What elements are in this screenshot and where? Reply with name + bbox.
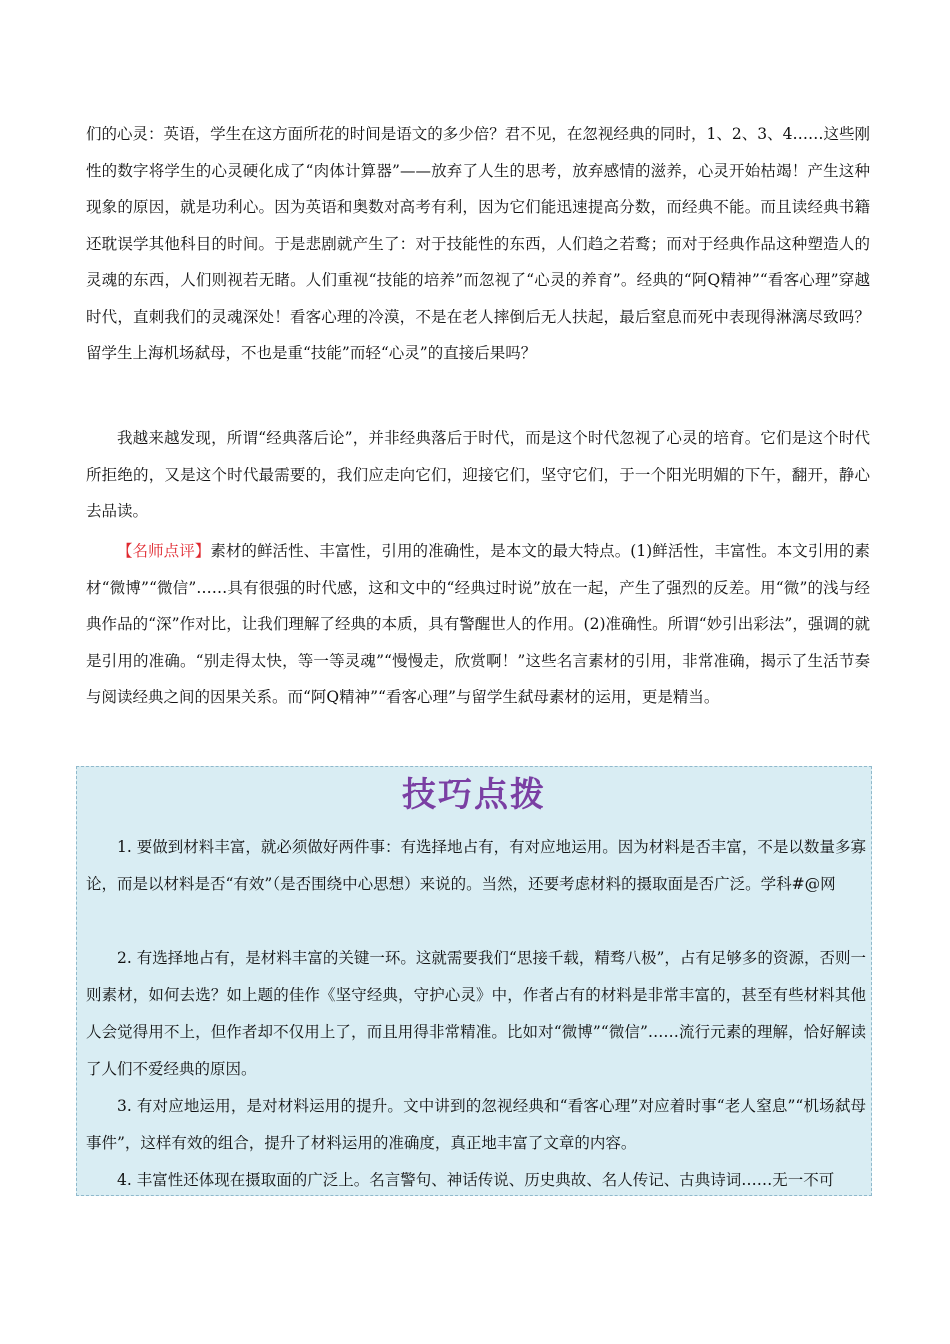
body-paragraph-2: 我越来越发现，所谓“经典落后论”，并非经典落后于时代，而是这个时代忽视了心灵的培育。它们是这个时代所拒绝的，又是这个时代最需要的，我们应走向它们，迎接它们，坚守它们，于一个阳光明媚的下午，翻开，静心去品读。: [86, 429, 870, 520]
teacher-comment: [86, 533, 870, 716]
tip-item-4: 4. 丰富性还体现在摄取面的广泛上。名言警句、神话传说、历史典故、名人传记、古典诗词……无一不可: [117, 1171, 835, 1189]
body-paragraph-1: 们的心灵：英语，学生在这方面所花的时间是语文的多少倍？君不见，在忽视经典的同时，1、2、3、4……这些刚性的数字将学生的心灵硬化成了“肉体计算器”——放弃了人生的思考，放弃感情的滋养，心灵开始枯竭！产生这种现象的原因，就是功利心。因为英语和奥数对高考有利，因为它们能迅速提高分数，而经典不能。而且读经典书籍还耽误学其他科目的时间。于是悲剧就产生了：对于技能性的东西，人们趋之若鹜；而对于经典作品这种塑造人的灵魂的东西，人们则视若无睹。人们重视“技能的培养”而忽视了“心灵的养育”。经典的“阿Q精神”“看客心理”穿越时代，直刺我们的灵魂深处！看客心理的冷漠，不是在老人摔倒后无人扶起，最后窒息而死中表现得淋漓尽致吗？留学生上海机场弑母，不也是重“技能”而轻“心灵”的直接后果吗？: [86, 125, 870, 362]
comment-label: 【名师点评】: [117, 542, 211, 560]
tip-item-2: 2. 有选择地占有，是材料丰富的关键一环。这就需要我们“思接千载，精骛八极”，占有足够多的资源，否则一则素材，如何去选？如上题的佳作《坚守经典，守护心灵》中，作者占有的材料是非常丰富的，甚至有些材料其他人会觉得用不上，但作者却不仅用上了，而且用得非常精准。比如对“微博”“微信”……流行元素的理解，恰好解读了人们不爱经典的原因。: [86, 949, 866, 1078]
comment-text: 素材的鲜活性、丰富性，引用的准确性，是本文的最大特点。(1)鲜活性，丰富性。本文引用的素材“微博”“微信”……具有很强的时代感，这和文中的“经典过时说”放在一起，产生了强烈的反差。用“微”的浅与经典作品的“深”作对比，让我们理解了经典的本质，具有警醒世人的作用。(2)准确性。所谓“妙引出彩法”，强调的就是引用的准确。“别走得太快，等一等灵魂”“慢慢走，欣赏啊！”这些名言素材的引用，非常准确，揭示了生活节奏与阅读经典之间的因果关系。而“阿Q精神”“看客心理”与留学生弑母素材的运用，更是精当。: [86, 542, 870, 706]
tip-item-3: 3. 有对应地运用，是对材料运用的提升。文中讲到的忽视经典和“看客心理”对应着时事“老人窒息”“机场弑母事件”，这样有效的组合，提升了材料运用的准确度，真正地丰富了文章的内容。: [86, 1097, 866, 1152]
tips-title: 技巧点拨: [402, 775, 546, 815]
tip-item-1: 1. 要做到材料丰富，就必须做好两件事：有选择地占有，有对应地运用。因为材料是否丰富，不是以数量多寡论，而是以材料是否“有效”（是否围绕中心思想）来说的。当然，还要考虑材料的摄取面是否广泛。学科#@网: [86, 838, 866, 893]
tips-box: [76, 766, 872, 1196]
